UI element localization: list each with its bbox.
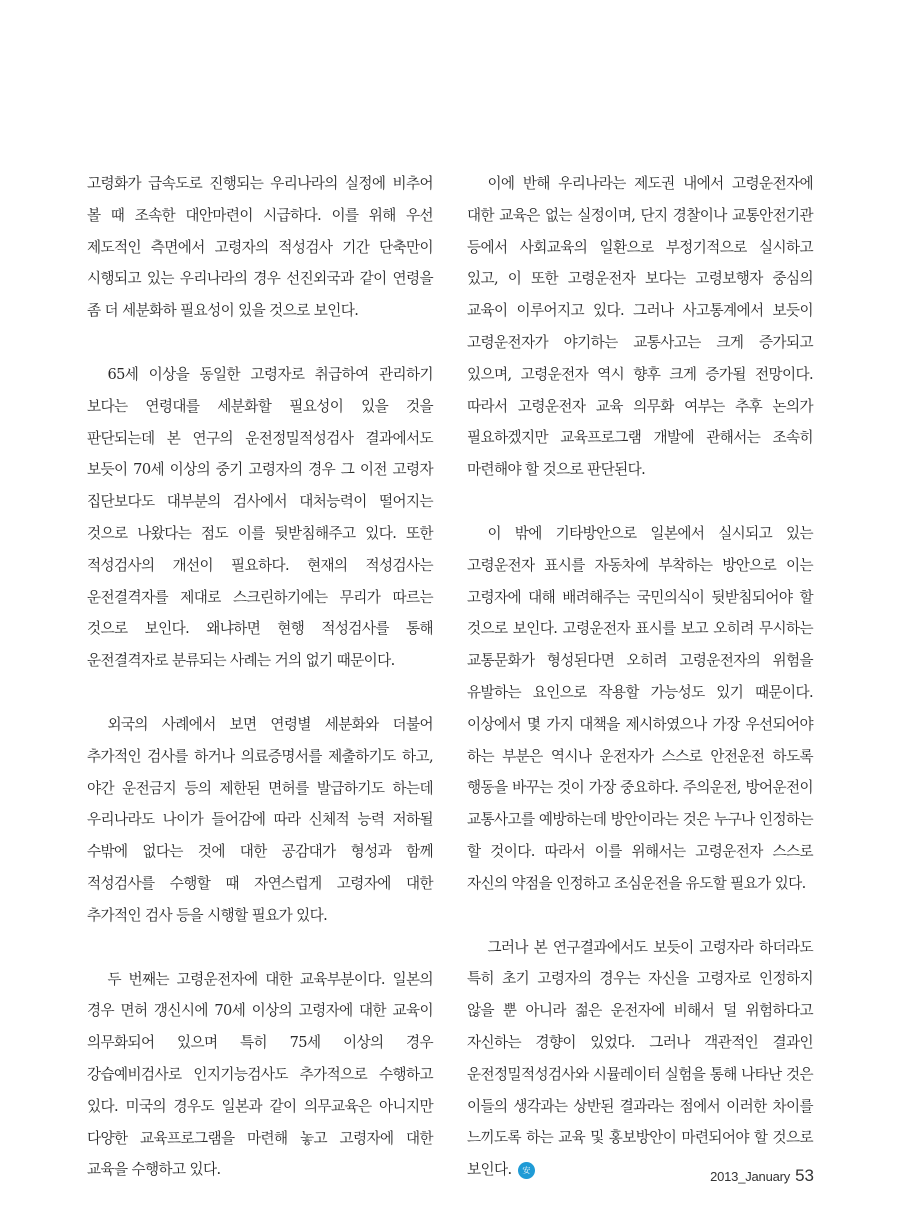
body-paragraph: 고령화가 급속도로 진행되는 우리나라의 실정에 비추어 볼 때 조속한 대안마련이 시급하다. 이를 위해 우선 제도적인 측면에서 고령자의 적성검사 기간 단축만이 시행되고 있는 우리나라의 경우 선진외국과 같이 연령을 좀 더 세분화하 필요성이 있을 것으로 보인다. <box>87 175 433 320</box>
body-paragraph-text: 그러나 본 연구결과에서도 보듯이 고령자라 하더라도 특히 초기 고령자의 경우는 자신을 고령자로 인정하지 않을 뿐 아니라 젊은 운전자에 비해서 덜 위험하다고 자신하는 경향이 있었다. 그러나 객관적인 결과인 운전정밀적성검사와 시뮬레이터 실험을 통해 나타난 것은 이들의 생각과는 상반된 결과라는 점에서 이러한 차이를 느끼도록 하는 교육 및 홍보방안이 마련되어야 할 것으로 보인다. <box>467 938 813 1179</box>
article-end-mark-icon: 安 <box>518 1162 535 1179</box>
page-footer <box>710 1166 814 1186</box>
body-paragraph: 65세 이상을 동일한 고령자로 취급하여 관리하기 보다는 연령대를 세분화할 필요성이 있을 것을 판단되는데 본 연구의 운전정밀적성검사 결과에서도 보듯이 70세 이상의 중기 고령자의 경우 그 이전 고령자 집단보다도 대부분의 검사에서 대처능력이 떨어지는 것으로 나왔다는 점도 이를 뒷받침해주고 있다. 또한 적성검사의 개선이 필요하다. 현재의 적성검사는 운전결격자를 제대로 스크린하기에는 무리가 따르는 것으로 보인다. 왜냐하면 현행 적성검사를 통해 운전결격자로 분류되는 사례는 거의 없기 때문이다. <box>87 365 433 670</box>
body-paragraph: 외국의 사례에서 보면 연령별 세분화와 더불어 추가적인 검사를 하거나 의료증명서를 제출하기도 하고, 야간 운전금지 등의 제한된 면허를 발급하기도 하는데 우리나라도 나이가 들어감에 따라 신체적 능력 저하될 수밖에 없다는 것에 대한 공감대가 형성과 함께 적성검사를 수행할 때 자연스럽게 고령자에 대한 추가적인 검사 등을 시행할 필요가 있다. <box>87 715 433 924</box>
body-paragraph: 이 밖에 기타방안으로 일본에서 실시되고 있는 고령운전자 표시를 자동차에 부착하는 방안으로 이는 고령자에 대해 배려해주는 국민의식이 뒷받침되어야 할 것으로 보인다. 고령운전자 표시를 보고 오히려 무시하는 교통문화가 형성된다면 오히려 고령운전자의 위험을 유발하는 요인으로 작용할 가능성도 있기 때문이다. 이상에서 몇 가지 대책을 제시하였으나 가장 우선되어야 하는 부분은 역시나 운전자가 스스로 안전운전 하도록 행동을 바꾸는 것이 가장 중요하다. 주의운전, 방어운전이 교통사고를 예방하는데 방안이라는 것은 누구나 인정하는 할 것이다. 따라서 이를 위해서는 고령운전자 스스로 자신의 약점을 인정하고 조심운전을 유도할 필요가 있다. <box>467 524 813 892</box>
left-text-column <box>87 168 433 1218</box>
page-number: 53 <box>795 1166 814 1185</box>
right-text-column <box>467 168 813 1218</box>
body-paragraph-last <box>467 932 813 1186</box>
body-paragraph: 두 번째는 고령운전자에 대한 교육부분이다. 일본의 경우 면허 갱신시에 70세 이상의 고령자에 대한 교육이 의무화되어 있으며 특히 75세 이상의 경우 강습예비검사로 인지기능검사도 추가적으로 수행하고 있다. 미국의 경우도 일본과 같이 의무교육은 아니지만 다양한 교육프로그램을 마련해 놓고 고령자에 대한 교육을 수행하고 있다. <box>87 970 433 1179</box>
body-paragraph: 이에 반해 우리나라는 제도권 내에서 고령운전자에 대한 교육은 없는 실정이며, 단지 경찰이나 교통안전기관 등에서 사회교육의 일환으로 부정기적으로 실시하고 있고, 이 또한 고령운전자 보다는 고령보행자 중심의 교육이 이루어지고 있다. 그러나 사고통계에서 보듯이 고령운전자가 야기하는 교통사고는 크게 증가되고 있으며, 고령운전자 역시 향후 크게 증가될 전망이다. 따라서 고령운전자 교육 의무화 여부는 추후 논의가 필요하겠지만 교육프로그램 개발에 관해서는 조속히 마련해야 할 것으로 판단된다. <box>467 175 813 479</box>
footer-issue-label: 2013_January <box>710 1169 791 1184</box>
